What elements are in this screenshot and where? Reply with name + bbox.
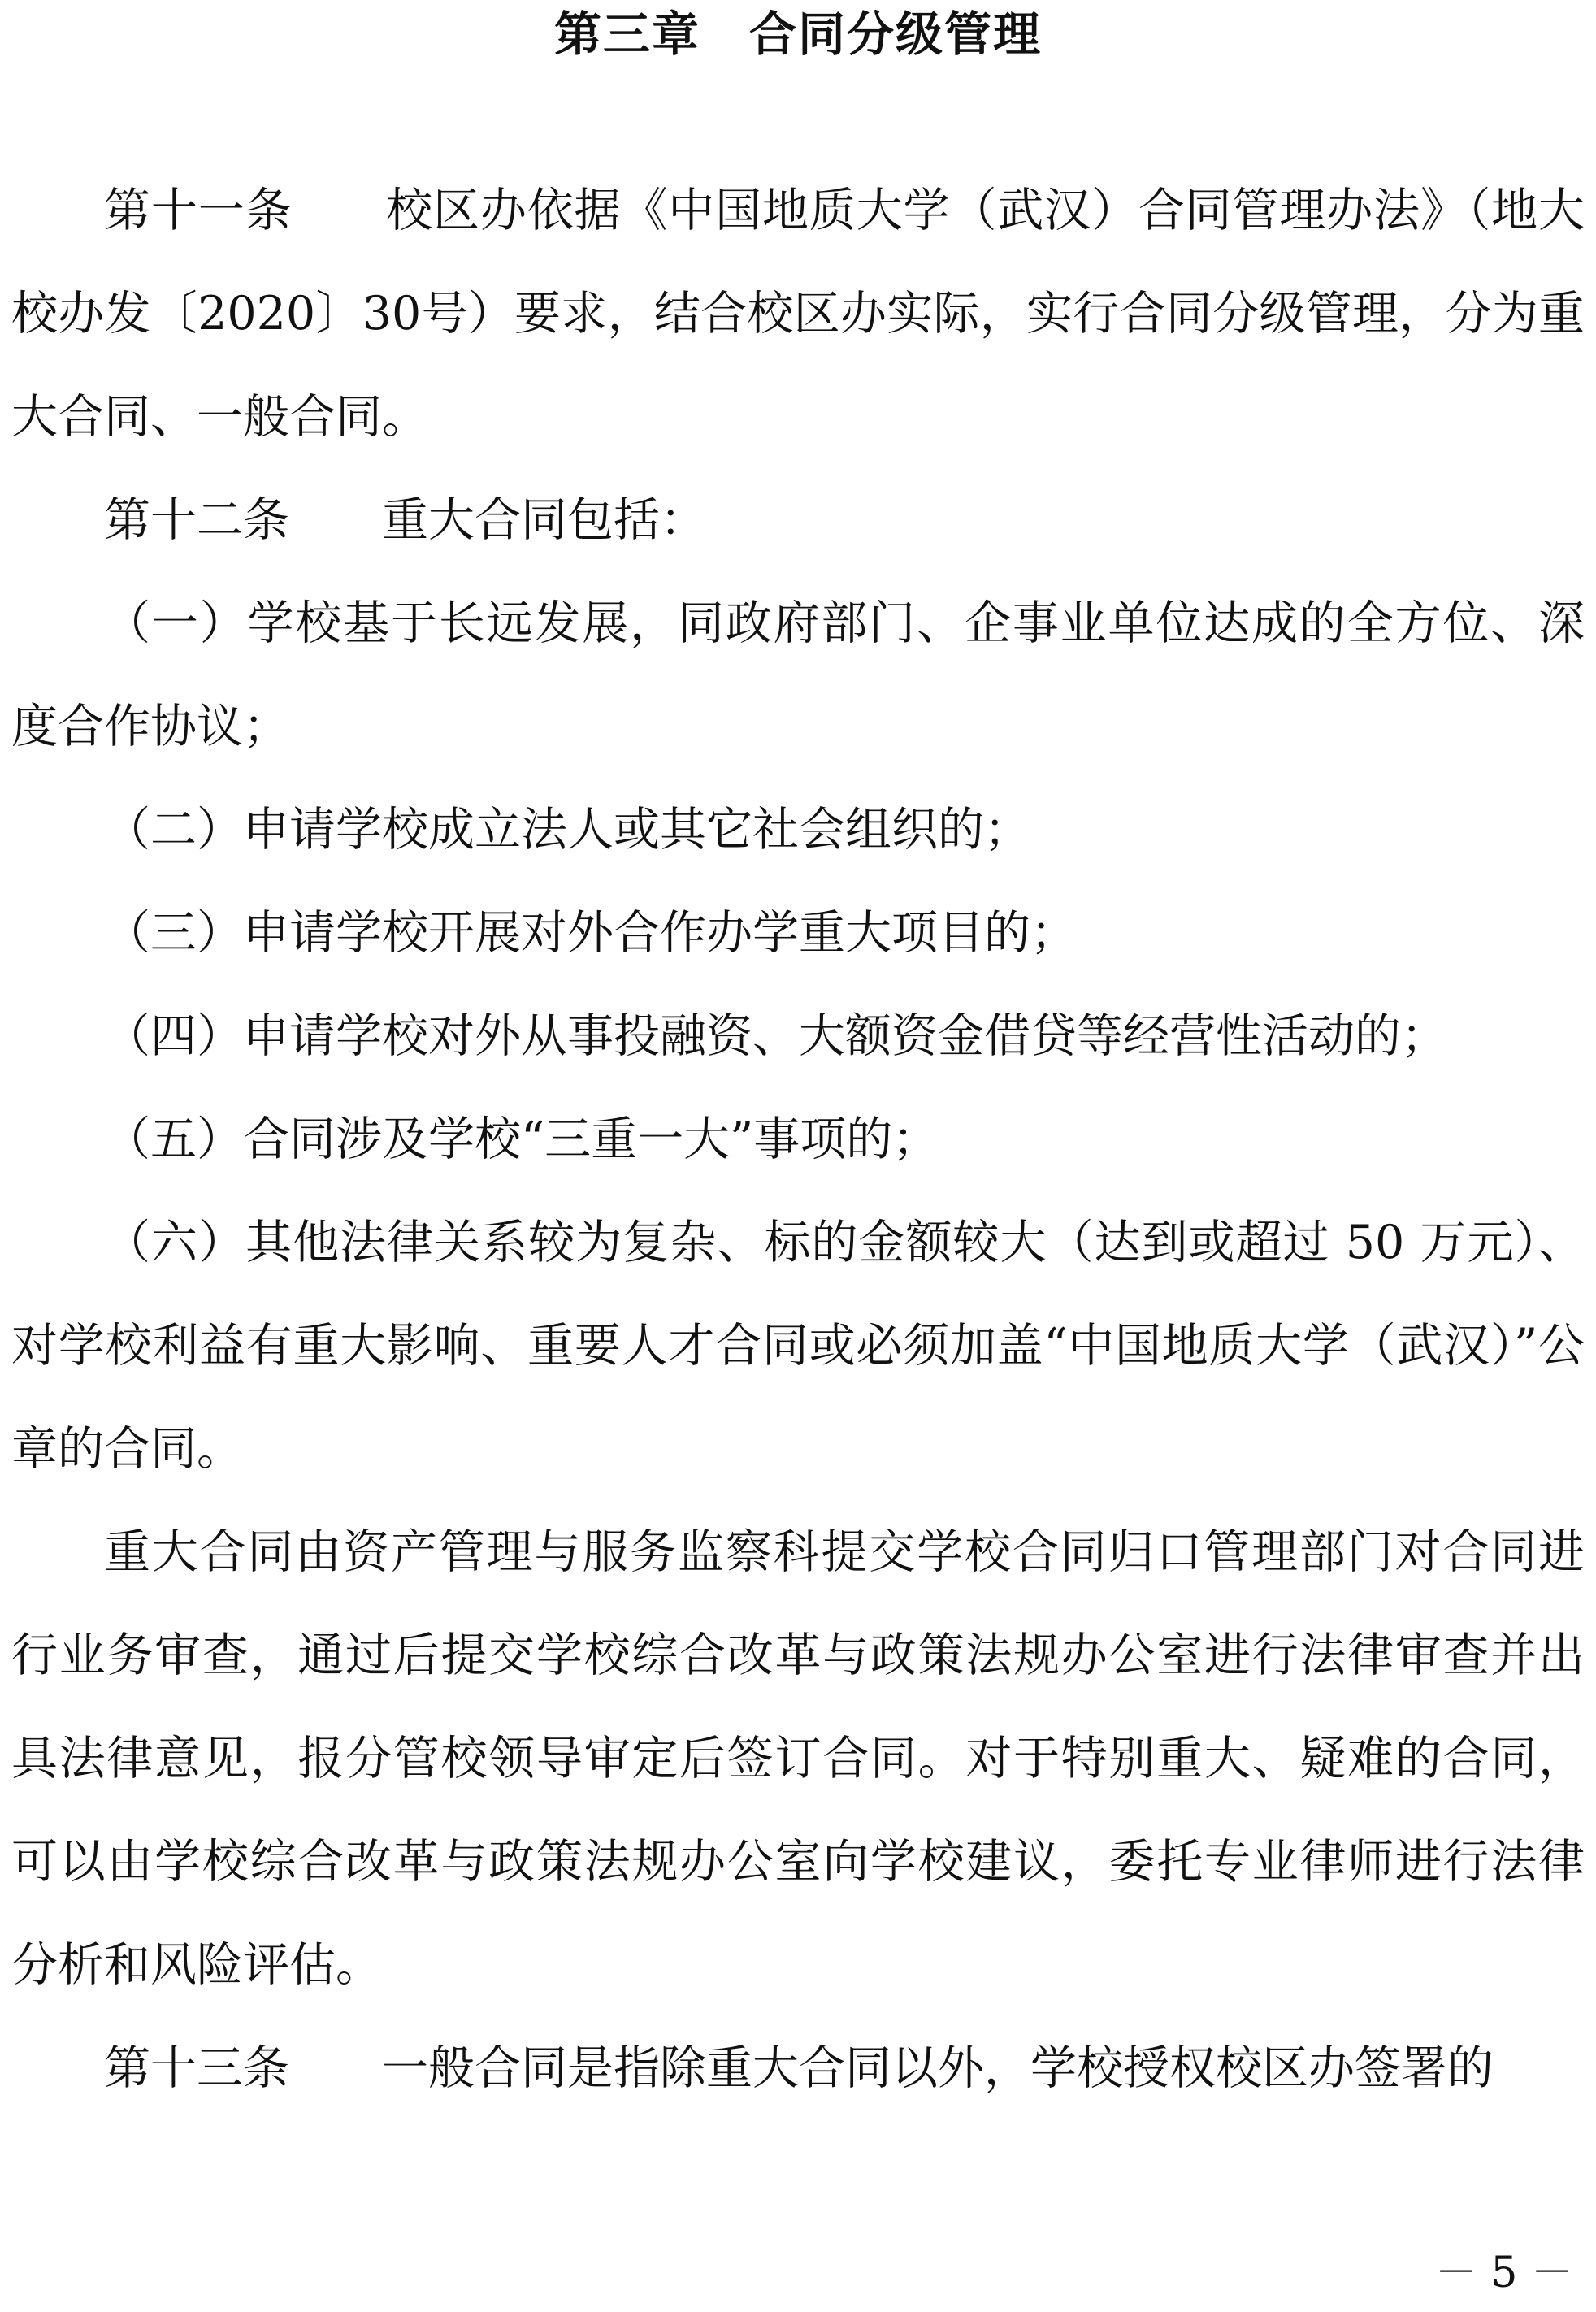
article-12-item-3: （三）申请学校开展对外合作办学重大项目的； — [104, 906, 1077, 960]
article-11-label: 第十一条 — [104, 184, 293, 237]
page-number: － 5 － — [1434, 2249, 1573, 2297]
article-13 — [11, 2017, 1585, 2120]
article-12-item-2: （二）申请学校成立法人或其它社会组织的； — [104, 803, 1030, 857]
article-11-text: 校区办依据《中国地质大学（武汉）合同管理办法》（地大校办发〔2020〕30号）要求，结合校区办实际，实行合同分级管理，分为重大合同、一般合同。 — [11, 184, 1585, 444]
article-13-label: 第十三条 — [104, 2041, 289, 2095]
document-body — [11, 159, 1585, 2120]
chapter-title: 第三章 合同分级管理 — [553, 7, 1042, 62]
article-12-text: 重大合同包括： — [382, 493, 706, 547]
major-contract-review-paragraph: 重大合同由资产管理与服务监察科提交学校合同归口管理部门对合同进行业务审查，通过后提交学校综合改革与政策法规办公室进行法律审查并出具法律意见，报分管校领导审定后签订合同。对于特别重大、疑难的合同，可以由学校综合改革与政策法规办公室向学校建议，委托专业律师进行法律分析和风险评估。 — [11, 1525, 1585, 1992]
article-11 — [11, 159, 1585, 469]
article-12-item-6: （六）其他法律关系较为复杂、标的金额较大（达到或超过 50 万元）、对学校利益有重大影响、重要人才合同或必须加盖“中国地质大学（武汉）”公章的合同。 — [11, 1216, 1585, 1476]
article-12-item-5: （五）合同涉及学校“三重一大”事项的； — [104, 1113, 939, 1166]
article-12-item-1: （一）学校基于长远发展，同政府部门、企事业单位达成的全方位、深度合作协议； — [11, 596, 1585, 753]
article-12-item-4: （四）申请学校对外从事投融资、大额资金借贷等经营性活动的； — [104, 1009, 1447, 1063]
article-13-text: 一般合同是指除重大合同以外，学校授权校区办签署的 — [382, 2041, 1494, 2095]
article-12 — [11, 469, 1585, 572]
article-12-label: 第十二条 — [104, 493, 289, 547]
